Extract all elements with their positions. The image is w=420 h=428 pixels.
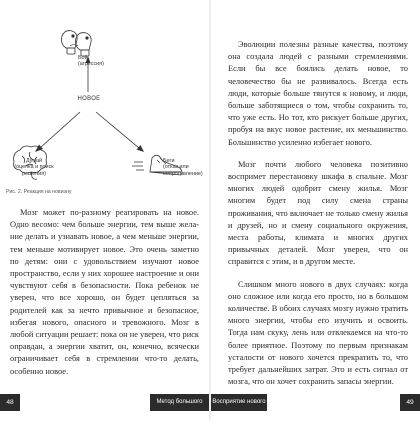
paragraph: Слишком много нового в двух случаях: когда оно сложное или когда его просто, но в большом количестве. В обоих случаях мозгу нужно тратить много энергии, чтобы его изучить и освоить. Тогда нам скуку, лень или отвлекаемся на что-то более приятное. Поэтому по первым признакам усталости от нового хочется прекратить то, что требует дальнейших затрат. Это и есть сигнал от мозга, что он хочет сохранить запасы энергии. [228,279,408,387]
page-number: 49 [400,394,420,411]
arrow-head-run [137,145,145,152]
paragraph: Эволюции полезны разные качества, поэтому она создала людей с разными стремлениями. Если бы все боялись делать новое, то человечество бы не развивалось. Всегда есть люди, которые больше тянутся к новому, и люди, больше заботящиеся о том, чтобы сохранить то, что уже есть. Но тот, кто рискует больше других, пробуя на вкус новое растение, их меньшинство. Большинство усиленно избегает нового. [228,40,408,147]
arrow-to-think [40,112,80,148]
page-number: 48 [0,394,20,411]
right-page [211,0,420,420]
arrow-to-run [96,112,139,148]
label-think: Думай (оценка и поиск решения) [14,158,54,177]
boxing-gloves-icon [62,31,92,56]
left-page-body [10,207,199,378]
label-new: НОВОЕ [77,96,101,102]
paragraph: Мозг почти любого человека позитивно воспримет перестановку шкафа в спальне. Мозг многих людей одобрит смену жилья. Мозг многим будет под силу смена страны проживания, что включает не только смену жилья и друзей, но и смену социального окружения, места работы, климата и многих других привычных деталей. Мозг уверен, что он справится с этим, и в другом месте. [228,159,408,267]
right-page-body [228,39,408,388]
running-title: Восприятие нового [211,394,267,411]
label-run: Беги (отказ или сопротивление) [163,158,203,177]
paragraph: Мозг может по-разному реагировать на новое. Одно весомо: чем больше энергии, тем выше желание делать и узнавать новое, а чем меньше энергии, тем меньше мотивирует новое. Это очень заметно по детям: они с удовольствием изучают новое пространство, если у них хорошее настроение и они чувствуют себя в безопасности. Пока ребенок не уверен, что все хорошо, он будет цепляться за родителей как за нечто привычное и безопасное, избегая нового, опасного и тревожного. Мозг в любой ситуации решает: пока он не уверен, что риск оправдан, а энергии хватит, он, конечно, всячески ограничивает себя в стремлении что-то делать, особенно новое. [10,208,199,376]
reaction-diagram [0,0,209,200]
running-title: Метод большого пряника [150,394,209,411]
arrow-head-think [35,145,43,153]
figure-caption: Рис. 2. Реакция на новизну [6,189,72,195]
label-fight: Бой (агрессия) [78,55,104,68]
left-page [0,0,209,420]
